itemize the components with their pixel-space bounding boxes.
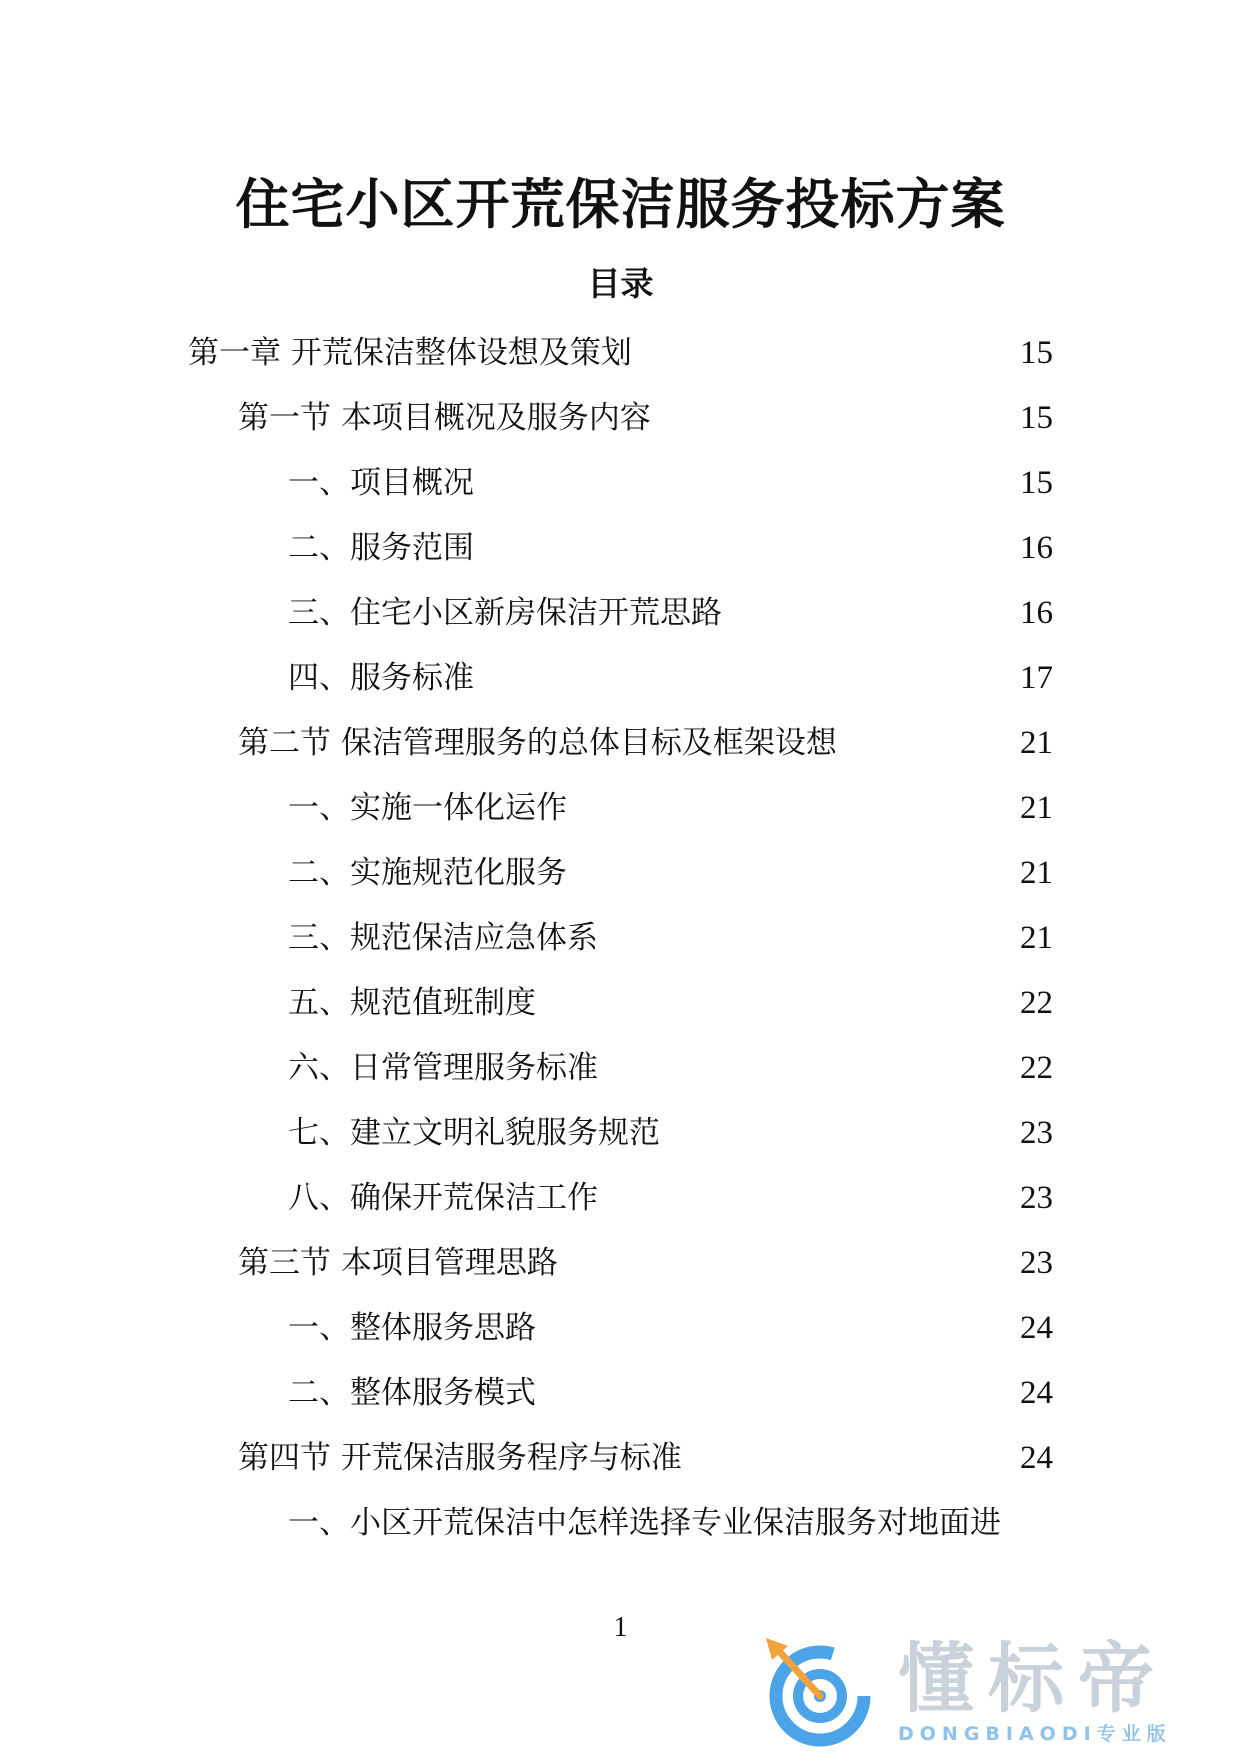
- toc-entry-page: 21: [1020, 920, 1053, 956]
- toc-entry[interactable]: [0, 1365, 1241, 1430]
- toc-entry[interactable]: [0, 1040, 1241, 1105]
- toc-entry[interactable]: [0, 1105, 1241, 1170]
- watermark-subtitle: DONGBIAODI专业版: [898, 1723, 1172, 1745]
- toc-entry[interactable]: [0, 1430, 1241, 1495]
- toc-entry-label: 第一章 开荒保洁整体设想及策划: [188, 335, 632, 371]
- toc-entry-page: 21: [1020, 790, 1053, 826]
- toc-entry-page: 15: [1020, 400, 1053, 436]
- toc-entry-label: 第二节 保洁管理服务的总体目标及框架设想: [238, 725, 837, 761]
- watermark-brand: 懂标帝: [898, 1634, 1168, 1723]
- toc-entry-label: 一、整体服务思路: [288, 1310, 536, 1346]
- toc-entry-page: 21: [1020, 725, 1053, 761]
- toc-entry-page: 16: [1020, 530, 1053, 566]
- toc-entry[interactable]: [0, 1235, 1241, 1300]
- toc-entry-page: 24: [1020, 1310, 1053, 1346]
- toc-entry[interactable]: [0, 520, 1241, 585]
- toc-entry-label: 二、整体服务模式: [288, 1375, 536, 1411]
- toc-entry-label: 八、确保开荒保洁工作: [288, 1180, 598, 1216]
- toc-entry-label: 一、实施一体化运作: [288, 790, 567, 826]
- toc-entry-label: 三、规范保洁应急体系: [288, 920, 598, 956]
- toc-entry-label: 第四节 开荒保洁服务程序与标准: [238, 1440, 682, 1476]
- toc-entry-label: 二、实施规范化服务: [288, 855, 567, 891]
- toc-entry-page: 24: [1020, 1375, 1053, 1411]
- toc-entry[interactable]: [0, 585, 1241, 650]
- toc-entry[interactable]: [0, 390, 1241, 455]
- toc-entry[interactable]: [0, 1495, 1241, 1560]
- toc-entry-page: 23: [1020, 1245, 1053, 1281]
- toc-entry-page: 22: [1020, 1050, 1053, 1086]
- toc-entry[interactable]: [0, 325, 1241, 390]
- page-number: 1: [613, 1612, 628, 1643]
- target-arrow-icon: [748, 1628, 898, 1748]
- toc-entry-page: 17: [1020, 660, 1053, 696]
- toc-entry-page: 22: [1020, 985, 1053, 1021]
- toc-entry-label: 二、服务范围: [288, 530, 474, 566]
- toc-entry-page: 24: [1020, 1440, 1053, 1476]
- toc-entry-page: 23: [1020, 1180, 1053, 1216]
- toc-entry-label: 一、项目概况: [288, 465, 474, 501]
- toc-entry-label: 七、建立文明礼貌服务规范: [288, 1115, 660, 1151]
- toc-entry[interactable]: [0, 1170, 1241, 1235]
- watermark-logo: [748, 1628, 1218, 1748]
- toc-entry[interactable]: [0, 1300, 1241, 1365]
- toc-entry-label: 第一节 本项目概况及服务内容: [238, 400, 651, 436]
- toc-entry[interactable]: [0, 845, 1241, 910]
- toc-entry[interactable]: [0, 455, 1241, 520]
- toc-entry-label: 六、日常管理服务标准: [288, 1050, 598, 1086]
- toc-entry-label: 三、住宅小区新房保洁开荒思路: [288, 595, 722, 631]
- toc-heading: 目录: [587, 264, 654, 303]
- toc-entry-page: 21: [1020, 855, 1053, 891]
- toc-entry-label: 四、服务标准: [288, 660, 474, 696]
- document-title: 住宅小区开荒保洁服务投标方案: [235, 173, 1006, 236]
- toc-entry-page: 23: [1020, 1115, 1053, 1151]
- toc-entry-label: 一、小区开荒保洁中怎样选择专业保洁服务对地面进: [288, 1505, 1001, 1541]
- table-of-contents: [0, 325, 1241, 1560]
- toc-entry[interactable]: [0, 910, 1241, 975]
- toc-entry[interactable]: [0, 715, 1241, 780]
- toc-entry-label: 五、规范值班制度: [288, 985, 536, 1021]
- toc-entry-page: 15: [1020, 335, 1053, 371]
- toc-entry[interactable]: [0, 780, 1241, 845]
- toc-entry-page: 15: [1020, 465, 1053, 501]
- toc-entry[interactable]: [0, 650, 1241, 715]
- toc-entry-label: 第三节 本项目管理思路: [238, 1245, 558, 1281]
- toc-entry[interactable]: [0, 975, 1241, 1040]
- toc-entry-page: 16: [1020, 595, 1053, 631]
